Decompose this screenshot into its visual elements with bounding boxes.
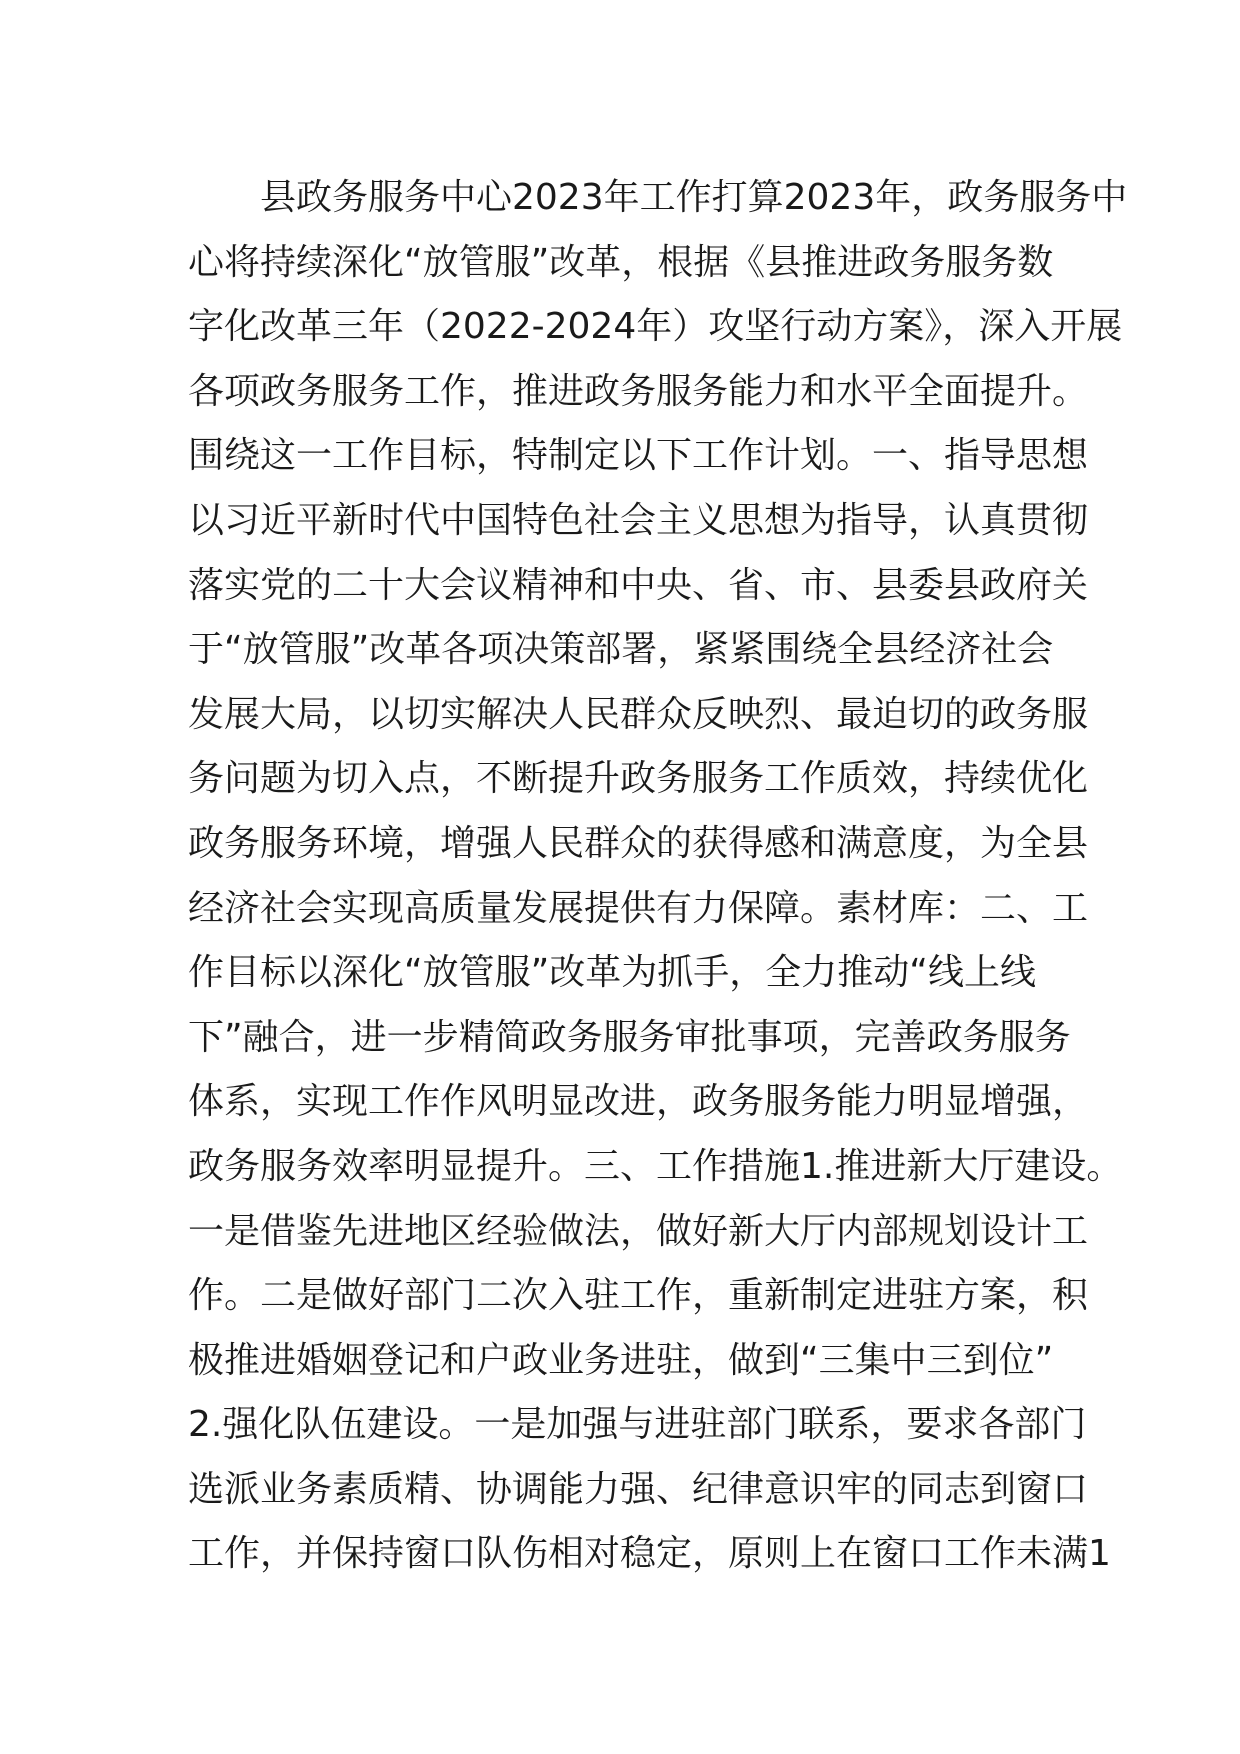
text-line: 一是借鉴先进地区经验做法，做好新大厅内部规划设计工 [188, 1210, 1089, 1252]
text-line: 县政务服务中心2023年工作打算2023年，政务服务中 [188, 177, 1128, 218]
text-line: 政务服务环境，增强人民群众的获得感和满意度，为全县 [188, 822, 1089, 864]
text-line: 体系，实现工作作风明显改进，政务服务能力明显增强， [188, 1081, 1089, 1123]
text-line: 作。二是做好部门二次入驻工作，重新制定进驻方案，积 [188, 1275, 1089, 1317]
text-line: 2.强化队伍建设。一是加强与进驻部门联系，要求各部门 [188, 1404, 1087, 1446]
text-line: 落实党的二十大会议精神和中央、省、市、县委县政府关 [188, 564, 1089, 606]
text-line: 发展大局，以切实解决人民群众反映烈、最迫切的政务服 [188, 693, 1089, 735]
text-line: 务问题为切入点，不断提升政务服务工作质效，持续优化 [188, 758, 1089, 800]
text-line: 作目标以深化“放管服”改革为抓手，全力推动“线上线 [188, 952, 1036, 994]
text-line: 字化改革三年（2022-2024年）攻坚行动方案》，深入开展 [188, 306, 1123, 348]
text-line: 经济社会实现高质量发展提供有力保障。素材库：二、工 [188, 887, 1089, 929]
text-line: 工作，并保持窗口队伤相对稳定，原则上在窗口工作未满1 [188, 1533, 1111, 1575]
body-text [188, 166, 1128, 1587]
text-line: 心将持续深化“放管服”改革，根据《县推进政务服务数 [188, 241, 1054, 283]
text-line: 各项政务服务工作，推进政务服务能力和水平全面提升。 [188, 370, 1089, 412]
text-line: 于“放管服”改革各项决策部署，紧紧围绕全县经济社会 [188, 629, 1054, 671]
text-line: 选派业务素质精、协调能力强、纪律意识牢的同志到窗口 [188, 1468, 1089, 1510]
text-line: 政务服务效率明显提升。三、工作措施1.推进新大厅建设。 [188, 1145, 1123, 1187]
text-line: 极推进婚姻登记和户政业务进驻，做到“三集中三到位” [188, 1339, 1054, 1381]
text-line: 以习近平新时代中国特色社会主义思想为指导，认真贯彻 [188, 499, 1089, 541]
text-line: 围绕这一工作目标，特制定以下工作计划。一、指导思想 [188, 435, 1089, 477]
text-line: 下”融合，进一步精简政务服务审批事项，完善政务服务 [188, 1016, 1071, 1058]
